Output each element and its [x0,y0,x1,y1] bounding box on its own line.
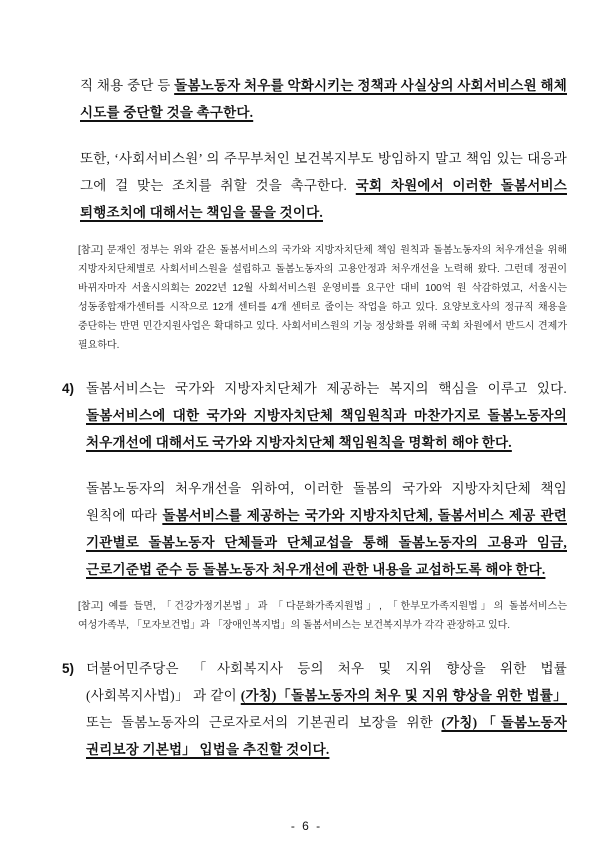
emphasized-text: 돌봄서비스를 제공하는 국가와 지방자치단체, 돌봄서비스 제공 관련 기관별로 돌봄노동자 단체들과 단체교섭을 통해 돌봄노동자의 고용과 임금, 근로기준법 준수 등 돌봄노동자 처우개선에 관한 내용을 교섭하도록 해야 한다. [86,508,567,577]
emphasized-text: 돌봄서비스에 대한 국가와 지방자치단체 책임원칙과 마찬가지로 돌봄노동자의 처우개선에 대해서도 국가와 지방자치단체 책임원칙을 명확히 해야 한다. [86,408,567,450]
body-text: 더불어민주당은 「사회복지사 등의 처우 및 지위 향상을 위한 법률(사회복지사법)」 과 같이 [86,661,567,703]
reference-note-2: [참고] 예를 들면, 「건강가정기본법」과 「다문화가족지원법」, 「한부모가족지원법」의 돌봄서비스는 여성가족부, 「모자보건법」과 「장애인복지법」의 돌봄서비스는 보건복지부가 각각 관장하고 있다. [78,601,567,631]
body-text: 직 채용 중단 등 [80,78,175,93]
emphasized-text: (가칭)「돌봄노동자 권리보장 기본법」 입법을 추진할 것이다. [86,715,568,757]
body-text: 돌봄노동자의 처우개선을 위하여, 이러한 돌봄의 국가와 지방자치단체 책임 원칙에 따라 [86,481,567,523]
list-item-5 [62,655,567,763]
list-item-4-sub-paragraph [86,475,567,583]
page-number: - 6 - [290,819,323,833]
document-content [62,72,567,782]
body-text: 돌봄서비스는 국가와 지방자치단체가 제공하는 복지의 핵심을 이루고 있다. [86,381,567,396]
emphasized-text: 돌봄노동자 처우를 악화시키는 정책과 사실상의 사회서비스원 해체 시도를 중단할 것을 촉구한다. [80,78,567,120]
reference-note-1: [참고] 문재인 정부는 위와 같은 돌봄서비스의 국가와 지방자치단체 책임 원칙과 돌봄노동자의 처우개선을 위해 지방자치단체별로 사회서비스원을 설립하고 돌봄노동자의 고용안정과 처우개선을 노력해 왔다. 그런데 정권이 바뀌자마자 서울시의회는 2022년 12월 사회서비스원 운영비를 요구안 대비 100억 원 삭감하였고, 서울시는 성동종합재가센터를 시작으로 12개 센터를 4개 센터로 줄이는 작업을 하고 있다. 요양보호사의 정규직 채용을 중단하는 반면 민간지원사업은 확대하고 있다. 사회서비스원의 기능 정상화를 위해 국회 차원에서 반드시 견제가 필요하다. [78,245,567,351]
paragraph-continued [80,72,567,126]
list-item-4-text [86,375,567,456]
body-text: 또한, ‘사회서비스원’ 의 주무부처인 보건복지부도 방임하지 말고 책임 있는 대응과 그에 걸 맞는 조치를 취할 것을 촉구한다. [80,151,567,193]
list-item-4-marker: 4) [62,381,75,396]
emphasized-text: 국회 차원에서 이러한 돌봄서비스 퇴행조치에 대해서는 책임을 물을 것이다. [80,178,567,220]
list-item-5-marker: 5) [62,661,75,676]
emphasized-text: (가칭)「돌봄노동자의 처우 및 지위 향상을 위한 법률」 [240,688,567,703]
paragraph-ministry [80,145,567,226]
list-item-4 [62,375,567,456]
body-text: 또는 돌봄노동자의 근로자로서의 기본권리 보장을 위한 [86,715,442,730]
list-item-5-text [86,655,567,763]
